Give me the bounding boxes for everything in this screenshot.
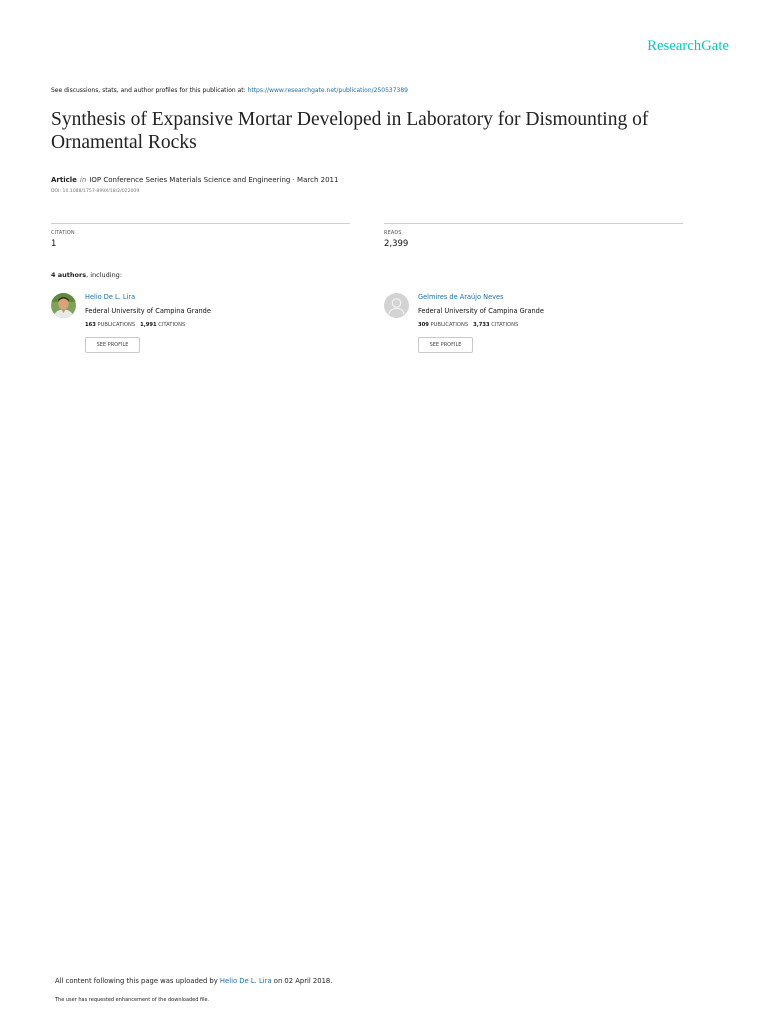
see-profile-button[interactable]: SEE PROFILE — [418, 337, 473, 353]
publications-label: PUBLICATIONS — [97, 322, 136, 328]
author-avatar[interactable] — [384, 293, 409, 318]
in-label: in — [79, 176, 87, 184]
default-user-icon — [384, 293, 409, 318]
author-name[interactable]: Gelmires de Araújo Neves — [418, 293, 504, 301]
citations-count: 3,733 — [473, 322, 490, 328]
publications-count: 163 — [85, 322, 96, 328]
citations-label: CITATIONS — [158, 322, 186, 328]
see-profile-button[interactable]: SEE PROFILE — [85, 337, 140, 353]
authors-suffix: , including: — [86, 271, 123, 279]
upload-suffix: on 02 April 2018. — [271, 977, 333, 985]
publication-title: Synthesis of Expansive Mortar Developed in Laboratory for Dismounting of Ornamental Rocks — [51, 109, 649, 153]
upload-notice — [55, 977, 332, 985]
publication-type: Article — [51, 176, 77, 184]
publication-meta — [51, 176, 338, 184]
authors-heading — [51, 271, 122, 279]
citations-label: CITATIONS — [491, 322, 519, 328]
citation-label: CITATION — [51, 230, 75, 236]
citations-count: 1,991 — [140, 322, 157, 328]
publication-link[interactable]: https://www.researchgate.net/publication/250537389 — [247, 87, 408, 94]
reads-label: READS — [384, 230, 402, 236]
researchgate-logo[interactable]: ResearchGate — [647, 38, 729, 54]
citation-divider — [51, 223, 350, 224]
reads-count: 2,399 — [384, 239, 409, 249]
author-name[interactable]: Helio De L. Lira — [85, 293, 136, 301]
authors-count: 4 authors — [51, 271, 87, 279]
author-stats — [85, 322, 185, 328]
reads-divider — [384, 223, 683, 224]
publications-count: 309 — [418, 322, 429, 328]
upload-prefix: All content following this page was uploaded by — [55, 977, 220, 985]
author-institution: Federal University of Campina Grande — [85, 307, 211, 315]
author-card — [51, 293, 351, 357]
author-avatar[interactable] — [51, 293, 76, 318]
author-card — [384, 293, 684, 357]
author-institution: Federal University of Campina Grande — [418, 307, 544, 315]
citation-count: 1 — [51, 239, 57, 249]
author-photo-icon — [51, 293, 76, 318]
author-stats — [418, 322, 518, 328]
discussion-line — [51, 87, 408, 94]
publication-doi: DOI: 10.1088/1757-899X/18/2/022009 — [51, 189, 140, 194]
uploader-link[interactable]: Helio De L. Lira — [219, 977, 272, 985]
publications-label: PUBLICATIONS — [430, 322, 469, 328]
enhancement-note: The user has requested enhancement of the downloaded file. — [55, 997, 210, 1003]
publication-venue: IOP Conference Series Materials Science and Engineering · March 2011 — [89, 176, 339, 184]
discussion-prefix: See discussions, stats, and author profiles for this publication at: — [51, 87, 248, 94]
